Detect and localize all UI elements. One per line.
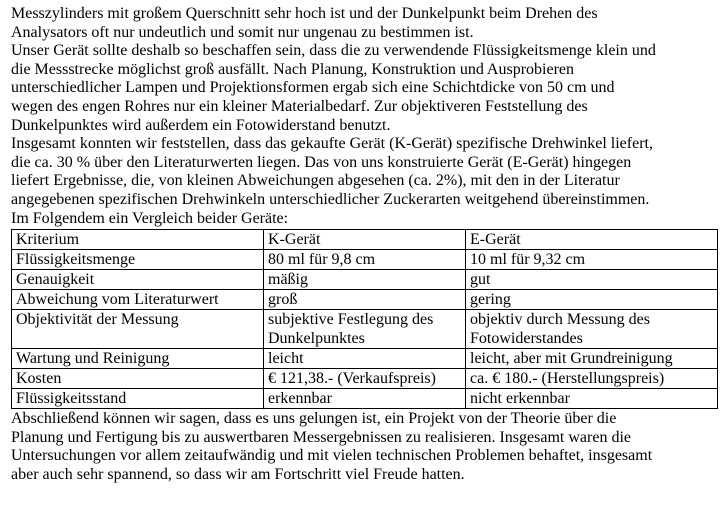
table-row [12, 270, 718, 290]
table-cell: Kosten [12, 369, 264, 389]
table-cell: leicht [264, 349, 466, 369]
cell-line: Dunkelpunktes [268, 330, 365, 348]
table-cell: 10 ml für 9,32 cm [466, 250, 718, 270]
table-cell: nicht erkennbar [466, 389, 718, 409]
table-cell: Wartung und Reinigung [12, 349, 264, 369]
text-line: Abschließend können wir sagen, dass es uns gelungen ist, ein Projekt von der Theorie über die [11, 410, 617, 428]
table-row [12, 349, 718, 369]
table-cell: 80 ml für 9,8 cm [264, 250, 466, 270]
text-line: aber auch sehr spannend, so dass wir am Fortschritt viel Freude hatten. [11, 465, 465, 483]
text-line: angegebenen spezifischen Drehwinkeln unterschiedlicher Zuckerarten weitgehend übereinstimmen. [11, 190, 650, 208]
text-line: die ca. 30 % über den Literaturwerten liegen. Das von uns konstruierte Gerät (E-Gerät) hingegen [11, 153, 632, 171]
table-cell: Genauigkeit [12, 270, 264, 290]
table-cell: gut [466, 270, 718, 290]
cell-line: Objektivität der Messung [16, 311, 179, 329]
table-cell: erkennbar [264, 389, 466, 409]
header-k-device: K-Gerät [264, 230, 466, 250]
table-row [12, 250, 718, 270]
table-cell: ca. € 180.- (Herstellungspreis) [466, 369, 718, 389]
text-line: unterschiedlicher Lampen und Projektionsformen ergab sich eine Schichtdicke von 50 cm und [11, 79, 615, 97]
table-cell [12, 310, 264, 349]
table-cell: gering [466, 290, 718, 310]
table-cell: € 121,38.- (Verkaufspreis) [264, 369, 466, 389]
table-cell: leicht, aber mit Grundreinigung [466, 349, 718, 369]
table-cell: Flüssigkeitsmenge [12, 250, 264, 270]
text-line: die Messstrecke möglichst groß ausfällt. Nach Planung, Konstruktion und Ausprobieren [11, 60, 575, 78]
comparison-table [11, 229, 718, 409]
table-row [12, 389, 718, 409]
table-cell [264, 310, 466, 349]
cell-line: Fotowiderstandes [470, 330, 583, 348]
text-line: Unser Gerät sollte deshalb so beschaffen sein, dass die zu verwendende Flüssigkeitsmenge klein und [11, 42, 656, 60]
cell-line: objektiv durch Messung des [470, 311, 650, 329]
text-line: Analysators oft nur undeutlich und somit nur ungenau zu bestimmen ist. [11, 23, 474, 41]
conclusion-paragraph [11, 410, 717, 484]
table-row [12, 290, 718, 310]
text-line: Messzylinders mit großem Querschnitt sehr hoch ist und der Dunkelpunkt beim Drehen des [11, 5, 598, 22]
table-row [12, 310, 718, 349]
table-cell: groß [264, 290, 466, 310]
text-line: Untersuchungen vor allem zeitaufwändig und mit vielen technischen Problemen behaftet, insgesamt [11, 447, 653, 465]
text-line: wegen des engen Rohres nur ein kleiner Materialbedarf. Zur objektiveren Feststellung des [11, 97, 588, 115]
table-header-row [12, 230, 718, 250]
table-row [12, 369, 718, 389]
intro-paragraph [11, 5, 717, 228]
header-e-device: E-Gerät [466, 230, 718, 250]
table-cell [466, 310, 718, 349]
header-criterion: Kriterium [12, 230, 264, 250]
table-cell: Abweichung vom Literaturwert [12, 290, 264, 310]
table-cell: Flüssigkeitsstand [12, 389, 264, 409]
document-page [11, 5, 717, 485]
text-line: Dunkelpunktes wird außerdem ein Fotowiderstand benutzt. [11, 116, 391, 134]
text-line: liefert Ergebnisse, die, von kleinen Abweichungen abgesehen (ca. 2%), mit den in der Literatur [11, 172, 620, 190]
text-line: Im Folgendem ein Vergleich beider Geräte: [11, 209, 289, 227]
table-cell: mäßig [264, 270, 466, 290]
text-line: Planung und Fertigung bis zu auswertbaren Messergebnissen zu realisieren. Insgesamt waren die [11, 428, 631, 446]
cell-line: subjektive Festlegung des [268, 311, 434, 329]
text-line: Insgesamt konnten wir feststellen, dass das gekaufte Gerät (K-Gerät) spezifische Drehwinkel liefert, [11, 135, 653, 153]
